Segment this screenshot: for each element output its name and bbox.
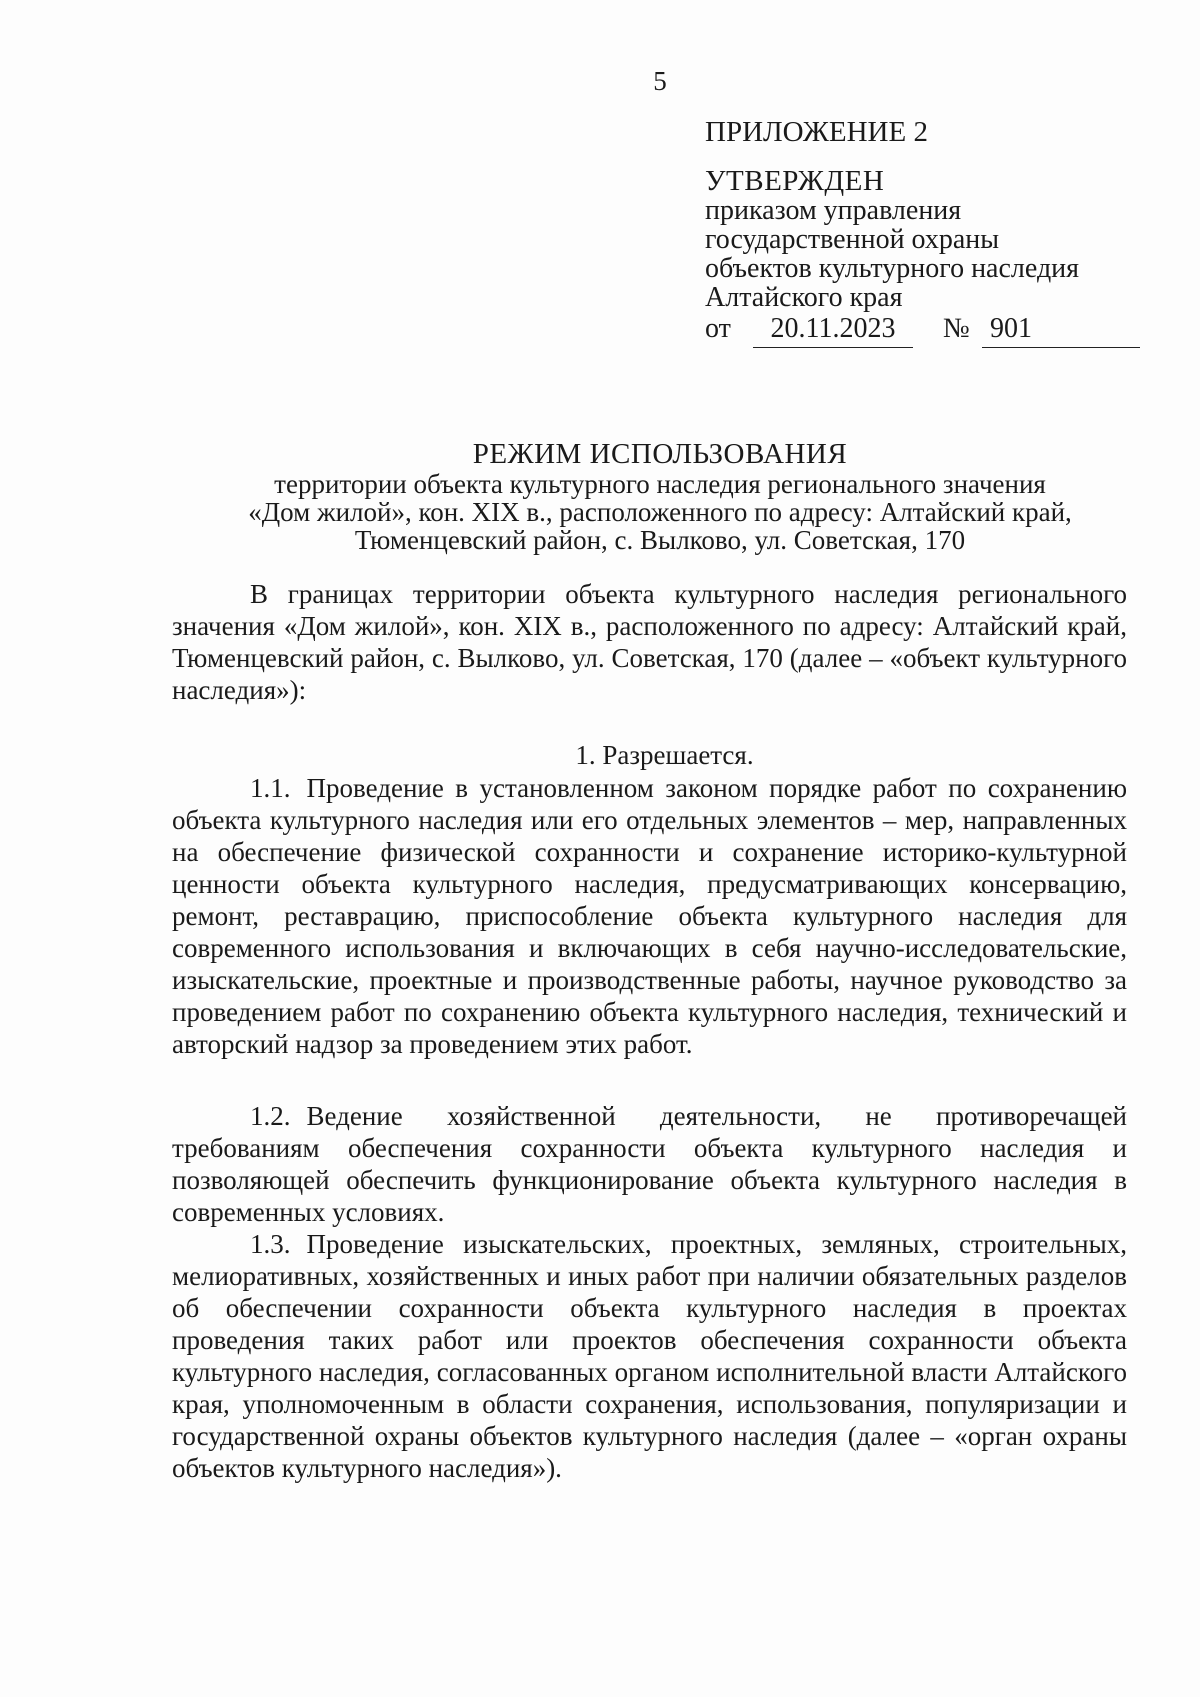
title-line: «Дом жилой», кон. XIX в., расположенного по адресу: Алтайский край,: [248, 497, 1072, 527]
document-title-block: [220, 440, 1100, 554]
page-number: 5: [653, 66, 667, 96]
intro-paragraph: В границах территории объекта культурного наследия регионального значения «Дом жилой», кон. XIX в., расположенного по адресу: Алтайский край, Тюменцевский район, с. Вылково, ул. Советская, 170 (далее – «объект культурного наследия»):: [172, 579, 1127, 705]
title-line: Тюменцевский район, с. Вылково, ул. Советская, 170: [354, 525, 966, 555]
document-title: РЕЖИМ ИСПОЛЬЗОВАНИЯ: [472, 438, 848, 470]
appendix-label: ПРИЛОЖЕНИЕ 2: [705, 116, 928, 148]
approval-line: объектов культурного наследия: [705, 253, 1080, 284]
approval-line: приказом управления: [705, 195, 962, 226]
title-line: территории объекта культурного наследия регионального значения: [274, 469, 1046, 499]
item-text: Проведение изыскательских, проектных, земляных, строительных, мелиоративных, хозяйственных и иных работ при наличии обязательных разделов об обеспечении сохранности объекта культурного наследия в проектах проведения таких работ или проектов обеспечения сохранности объекта культурного наследия, согласованных органом исполнительной власти Алтайского края, уполномоченным в области сохранения, использования, популяризации и государственной охраны объектов культурного наследия (далее – «орган охраны объектов культурного наследия»).: [172, 1229, 1127, 1483]
item-text: Ведение хозяйственной деятельности, не противоречащей требованиям обеспечения сохранности объекта культурного наследия и позволяющей обеспечить функционирование объекта культурного наследия в современных условиях.: [172, 1101, 1127, 1227]
section-heading: 1. Разрешается.: [575, 740, 754, 770]
paragraph-item: [172, 1100, 1127, 1228]
paragraph-item: [172, 772, 1127, 1060]
item-text: Проведение в установленном законом порядке работ по сохранению объекта культурного наследия или его отдельных элементов – мер, направленных на обеспечение физической сохранности и сохранение историко-культурной ценности объекта культурного наследия, предусматривающих консервацию, ремонт, реставрацию, приспособление объекта культурного наследия для современного использования и включающих в себя научно-исследовательские, изыскательские, проектные и производственные работы, научное руководство за проведением работ по сохранению объекта культурного наследия, технический и авторский надзор за проведением этих работ.: [172, 773, 1127, 1059]
order-number-sign: №: [943, 313, 970, 344]
item-number: 1.2.: [250, 1101, 291, 1131]
order-row: [705, 314, 1145, 354]
order-from-label: от: [705, 313, 731, 344]
order-date: 20.11.2023: [753, 314, 913, 348]
approved-label: УТВЕРЖДЕН: [705, 165, 885, 197]
approval-block: [705, 118, 1145, 354]
item-number: 1.3.: [250, 1229, 291, 1259]
approval-line: Алтайского края: [705, 282, 903, 313]
approval-line: государственной охраны: [705, 224, 1000, 255]
order-number: 901: [982, 314, 1140, 348]
item-number: 1.1.: [250, 773, 291, 803]
paragraph-item: [172, 1228, 1127, 1484]
